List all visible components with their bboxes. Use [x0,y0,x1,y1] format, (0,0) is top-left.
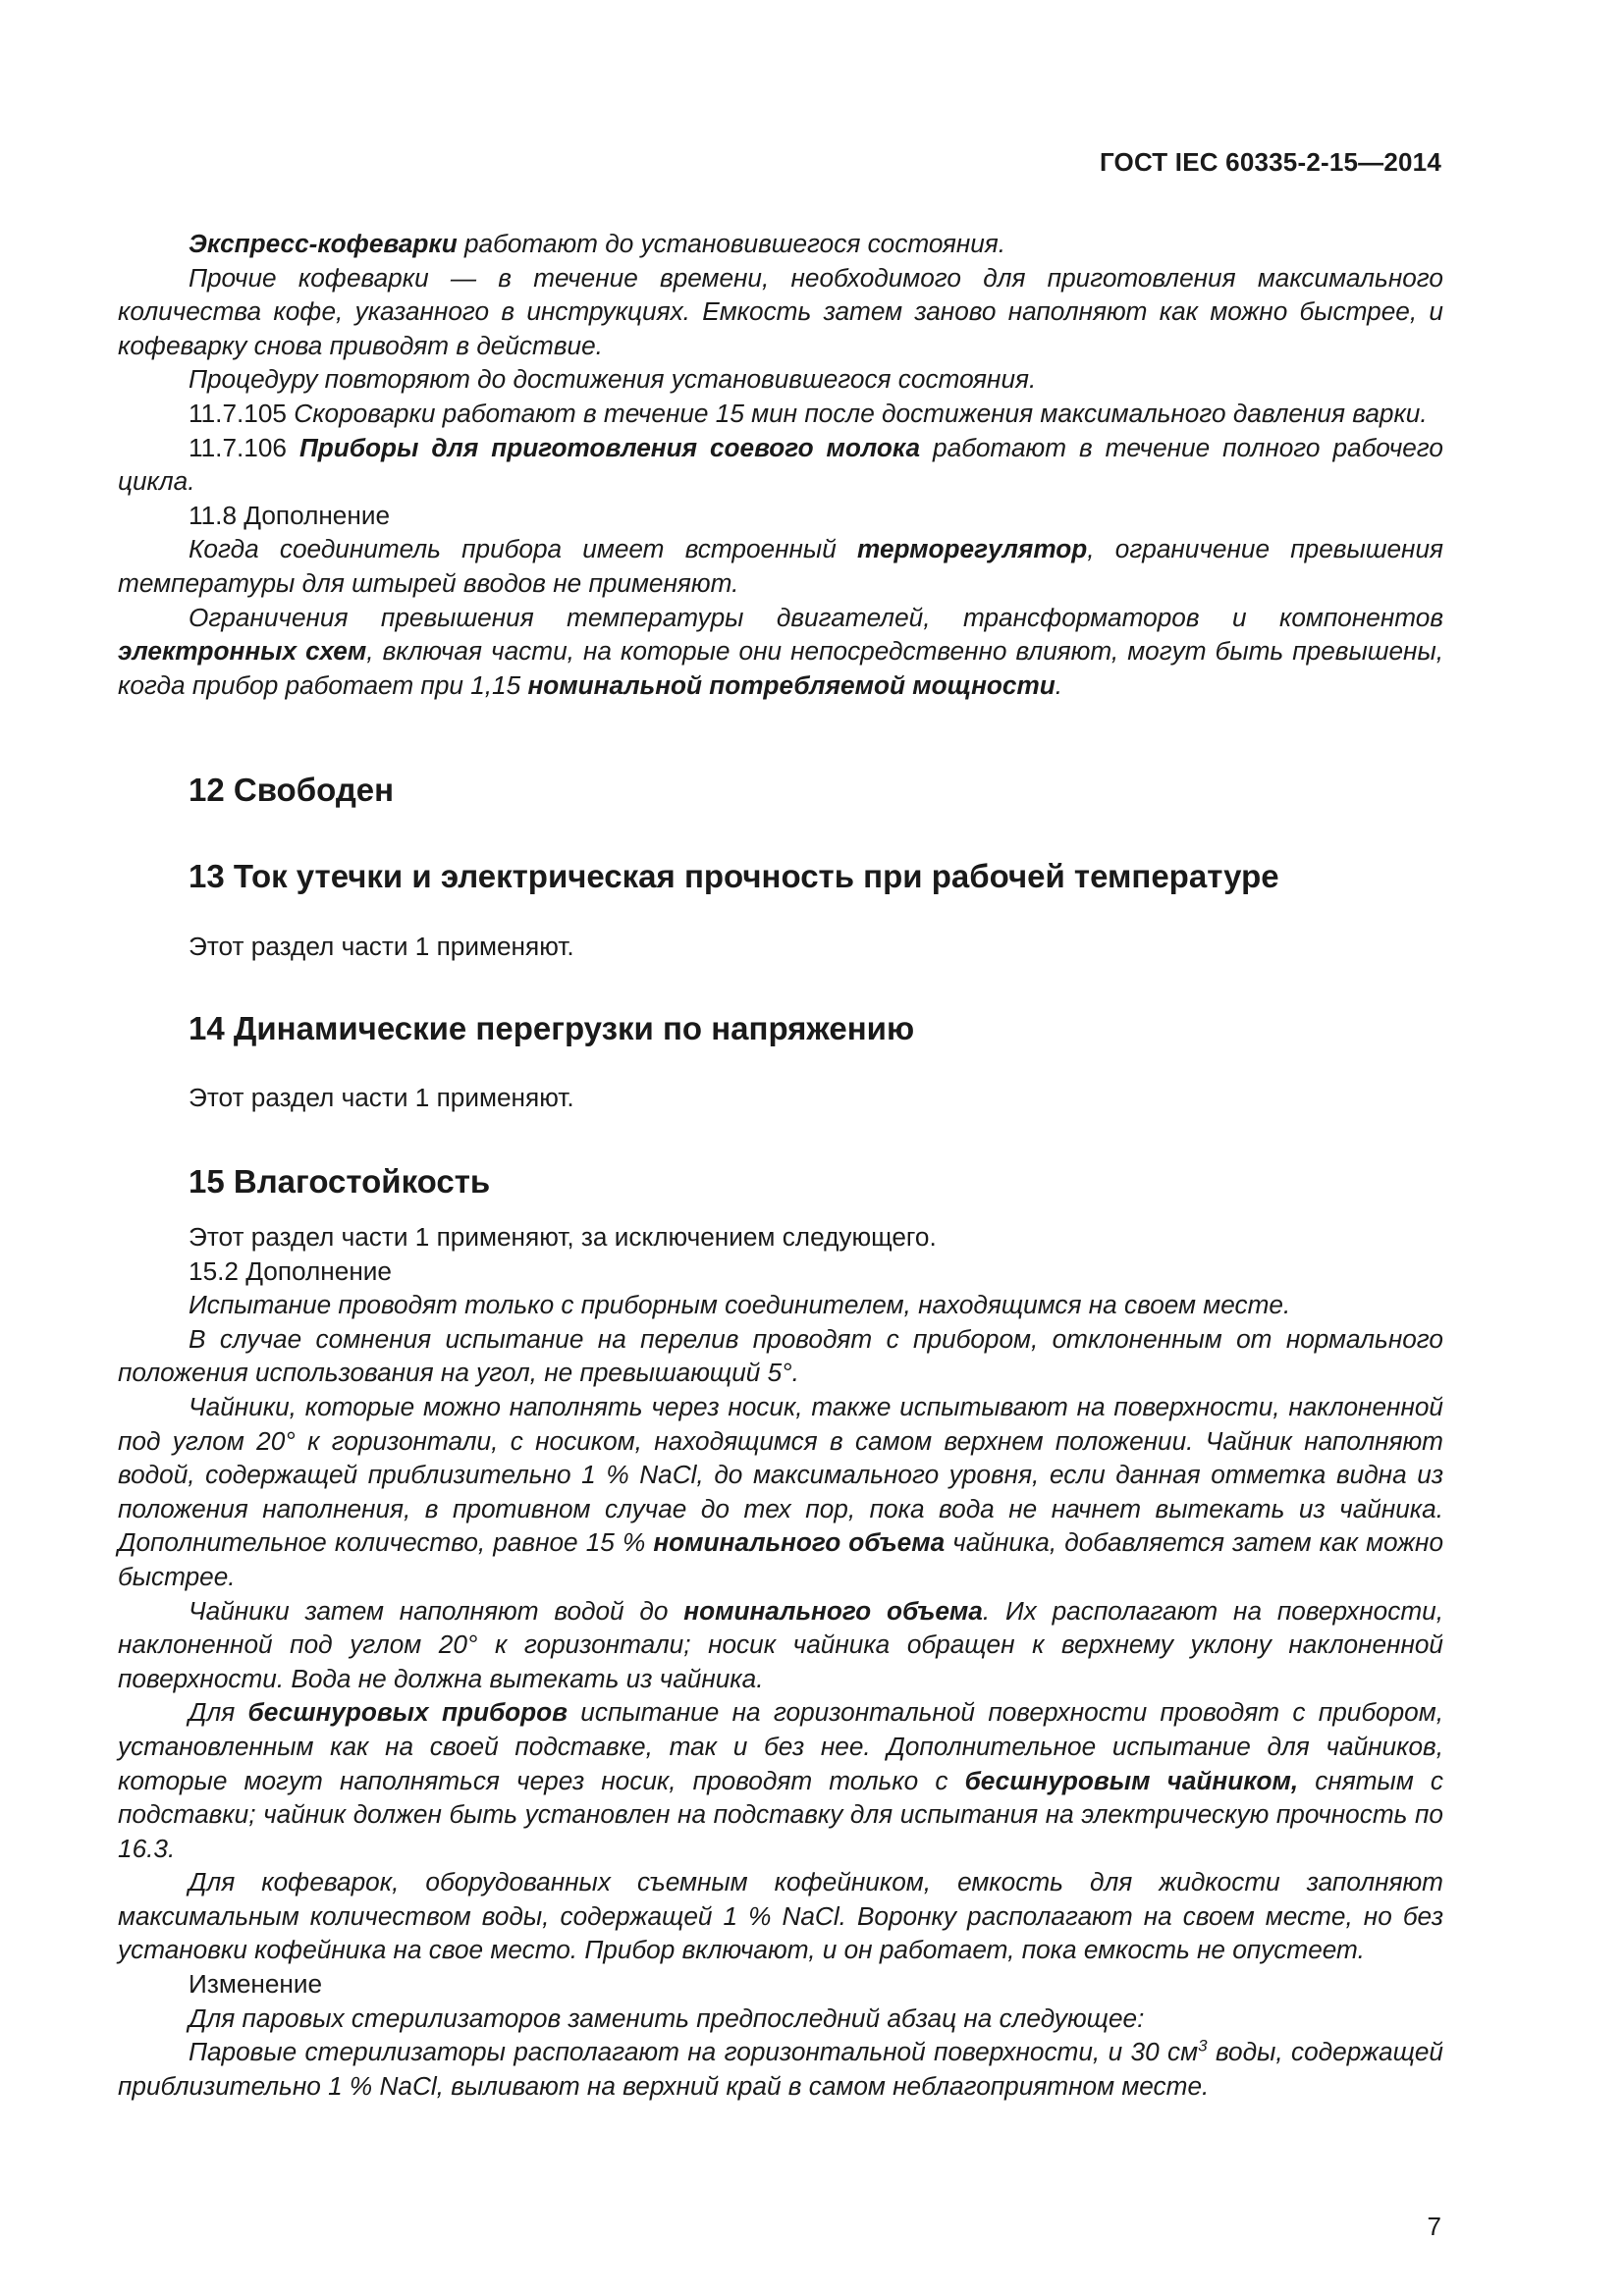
paragraph [118,2035,1443,2103]
section-13-body [118,930,1443,964]
term-bold: терморегулятор [857,534,1088,564]
term-bold: Экспресс-кофеварки [189,229,458,258]
term-bold: Приборы для приготовления соевого молока [298,432,921,462]
text: Когда соединитель прибора имеет встроенный [189,534,857,564]
paragraph: Процедуру повторяют до достижения установившегося состояния. [189,364,1037,395]
paragraph [118,431,1443,499]
clause-heading: 11.8 Дополнение [189,500,391,530]
paragraph [118,1594,1443,1696]
section-11-continuation [118,227,1443,702]
text: воды, содержащей приблизительно 1 % NaCl, выливают на верхний край в самом неблагоприятном месте. [118,2037,1443,2101]
paragraph [118,1695,1443,1865]
superscript: 3 [1198,2036,1208,2056]
clause-heading: Изменение [189,1969,323,2000]
document-header: ГОСТ IEC 60335-2-15—2014 [1099,147,1441,177]
text: Чайники, которые можно наполнять через носик, также испытывают на поверхности, наклоненной под углом 20° к горизонтали, с носиком, находящимся в самом верхнем положении. Чайник наполняют водой, содержащей приблизительно 1 % NaCl, до максимального уровня, если данная отметка видна из положения наполнения, в противном случае до тех пор, пока вода не начнет вытекать из чайника. Дополнительное количество, равное 15 % [118,1391,1443,1558]
text: Для [189,1697,248,1728]
clause-heading: 15.2 Дополнение [189,1255,392,1286]
section-heading-13: 13 Ток утечки и электрическая прочность при рабочей температуре [189,858,1279,894]
text: чайника, добавляется затем как можно быстрее. [118,1527,1444,1591]
section-heading-14: 14 Динамические перегрузки по напряжению [189,1010,915,1046]
paragraph [118,532,1443,600]
paragraph: Испытание проводят только с приборным соединителем, находящимся на своем месте. [189,1290,1291,1320]
paragraph: Этот раздел части 1 применяют, за исключением следующего. [189,1222,937,1252]
paragraph: Для паровых стерилизаторов заменить предпоследний абзац на следующее: [189,2002,1145,2033]
term-bold: электронных схем [118,636,367,667]
term-bold: номинального объема [683,1595,983,1626]
text: работают в течение полного рабочего цикла. [118,432,1443,497]
paragraph: Прочие кофеварки — в течение времени, необходимого для приготовления максимального количества кофе, указанного в инструкциях. Емкость затем заново наполняют как можно быстрее, и кофеварку снова приводят в действие. [118,262,1443,360]
section-heading-15: 15 Влагостойкость [189,1163,491,1200]
text: Чайники затем наполняют водой до [189,1595,684,1626]
text: . [1055,669,1063,700]
section-heading-12: 12 Свободен [189,772,395,808]
clause-number: 11.7.105 [189,398,295,428]
text: , ограничение превышения температуры для штырей вводов не применяют. [118,534,1444,598]
text: Скороварки работают в течение 15 мин после достижения максимального давления варки. [294,398,1428,428]
text: , включая части, на которые они непосредственно влияют, могут быть превышены, когда прибор работает при 1,15 [118,636,1443,700]
term-bold: номинального объема [653,1527,946,1558]
term-bold: бесшнуровых приборов [247,1697,568,1728]
text: Паровые стерилизаторы располагают на горизонтальной поверхности, и 30 см [189,2037,1199,2067]
paragraph: Этот раздел части 1 применяют. [189,1083,574,1112]
paragraph [118,1390,1443,1594]
paragraph [118,601,1443,703]
clause-number: 11.7.106 [189,432,299,462]
text: испытание на горизонтальной поверхности проводят с прибором, установленным как на своей подставке, так и без нее. Дополнительное испытание для чайников, которые могут наполняться через носик, проводят только с [118,1697,1443,1795]
term-bold: номинальной потребляемой мощности [527,669,1056,700]
section-15-body [118,1220,1443,2103]
term-bold: бесшнуровым чайником, [964,1765,1299,1795]
text: работают до установившегося состояния. [457,229,1006,258]
text: . Их располагают на поверхности, наклоненной под углом 20° к горизонтали; носик чайника обращен к верхнему уклону наклоненной поверхности. Вода не должна вытекать из чайника. [118,1595,1443,1693]
paragraph: В случае сомнения испытание на перелив проводят с прибором, отклоненным от нормального положения использования на угол, не превышающий 5°. [118,1323,1443,1388]
paragraph: Для кофеварок, оборудованных съемным кофейником, емкость для жидкости заполняют максимальным количеством воды, содержащей 1 % NaCl. Воронку располагают на своем месте, но без установки кофейника на свое место. Прибор включают, и он работает, пока емкость не опустеет. [118,1867,1443,1965]
paragraph [118,397,1443,431]
paragraph [118,227,1443,261]
text: снятым с подставки; чайник должен быть установлен на подставку для испытания на электрическую прочность по 16.3. [118,1765,1443,1863]
text: Ограничения превышения температуры двигателей, трансформаторов и компонентов [189,602,1443,632]
section-14-body [118,1081,1443,1115]
page-number: 7 [1427,2212,1441,2241]
paragraph: Этот раздел части 1 применяют. [189,932,574,961]
